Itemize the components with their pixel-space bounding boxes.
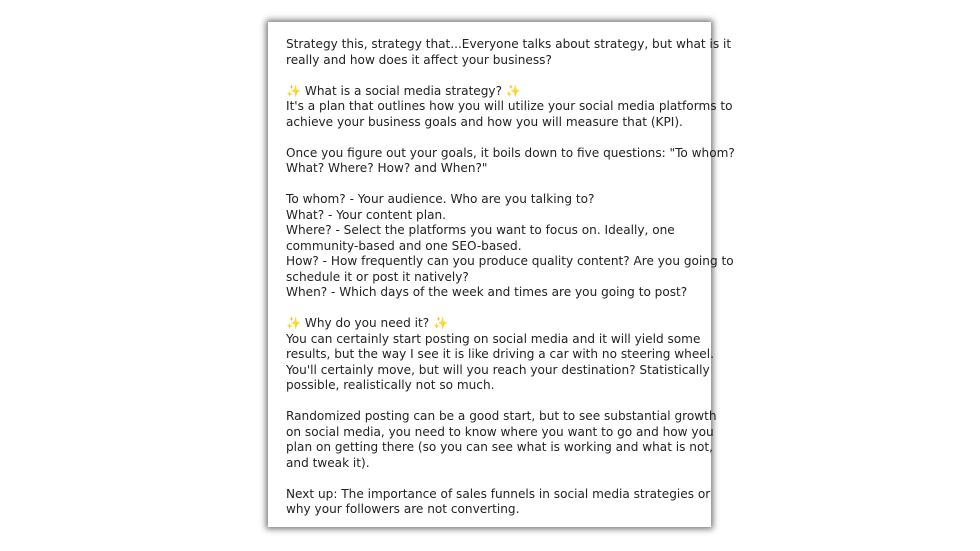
body-line: why your followers are not converting. — [286, 502, 520, 516]
questions-list — [286, 192, 734, 301]
question-line: schedule it or post it natively? — [286, 269, 469, 284]
next-up-paragraph — [286, 486, 711, 518]
question-line: To whom? - Your audience. Who are you talking to? — [286, 192, 595, 206]
question-line: Where? - Select the platforms you want to focus on. Ideally, one — [286, 223, 675, 237]
post-body — [286, 37, 735, 518]
paragraph-gap — [286, 471, 701, 487]
post-card — [268, 22, 735, 527]
body-line: You can certainly start posting on social media and it will yield some — [286, 331, 701, 346]
sparkles-icon: ✨ — [432, 316, 449, 330]
question-line: How? - How frequently can you produce quality content? Are you going to — [286, 254, 734, 268]
paragraph-gap — [286, 394, 701, 410]
intro-line: really and how does it affect your business? — [286, 52, 552, 67]
sparkles-icon: ✨ — [505, 83, 521, 98]
paragraph-gap — [286, 177, 701, 193]
growth-paragraph — [286, 409, 717, 471]
sparkles-icon: ✨ — [286, 83, 302, 98]
body-line: It's a plan that outlines how you will utilize your social media platforms to — [286, 99, 733, 113]
section-why — [286, 316, 714, 394]
heading-text: Why do you need it? — [304, 316, 430, 330]
body-line: What? Where? How? and When?" — [286, 161, 488, 175]
body-line: plan on getting there (so you can see what is working and what is not, — [286, 440, 713, 454]
body-line: on social media, you need to know where you want to go and how you — [286, 424, 714, 439]
question-line: community-based and one SEO-based. — [286, 238, 522, 253]
sparkles-icon: ✨ — [286, 316, 302, 330]
body-line: You'll certainly move, but will you reach your destination? Statistically — [286, 362, 710, 377]
body-line: results, but the way I see it is like driving a car with no steering wheel. — [286, 347, 714, 361]
body-line: achieve your business goals and how you will measure that (KPI). — [286, 114, 683, 129]
body-line: Randomized posting can be a good start, but to see substantial growth — [286, 409, 717, 423]
intro-paragraph — [286, 37, 732, 68]
section-heading-why — [286, 316, 701, 332]
paragraph-gap — [286, 68, 701, 84]
body-line: Next up: The importance of sales funnels in social media strategies or — [286, 486, 711, 501]
intro-line: Strategy this, strategy that...Everyone talks about strategy, but what is it — [286, 37, 732, 51]
paragraph-gap — [286, 301, 701, 317]
questions-intro-paragraph — [286, 145, 735, 177]
question-line: What? - Your content plan. — [286, 207, 447, 222]
body-line: Once you figure out your goals, it boils down to five questions: "To whom? — [286, 145, 735, 160]
paragraph-gap — [286, 130, 701, 146]
question-line: When? - Which days of the week and times are you going to post? — [286, 285, 688, 299]
heading-text: What is a social media strategy? — [304, 83, 503, 98]
section-heading-what-is — [286, 84, 701, 100]
body-line: possible, realistically not so much. — [286, 378, 495, 392]
body-line: and tweak it). — [286, 455, 370, 470]
section-what-is — [286, 83, 733, 131]
